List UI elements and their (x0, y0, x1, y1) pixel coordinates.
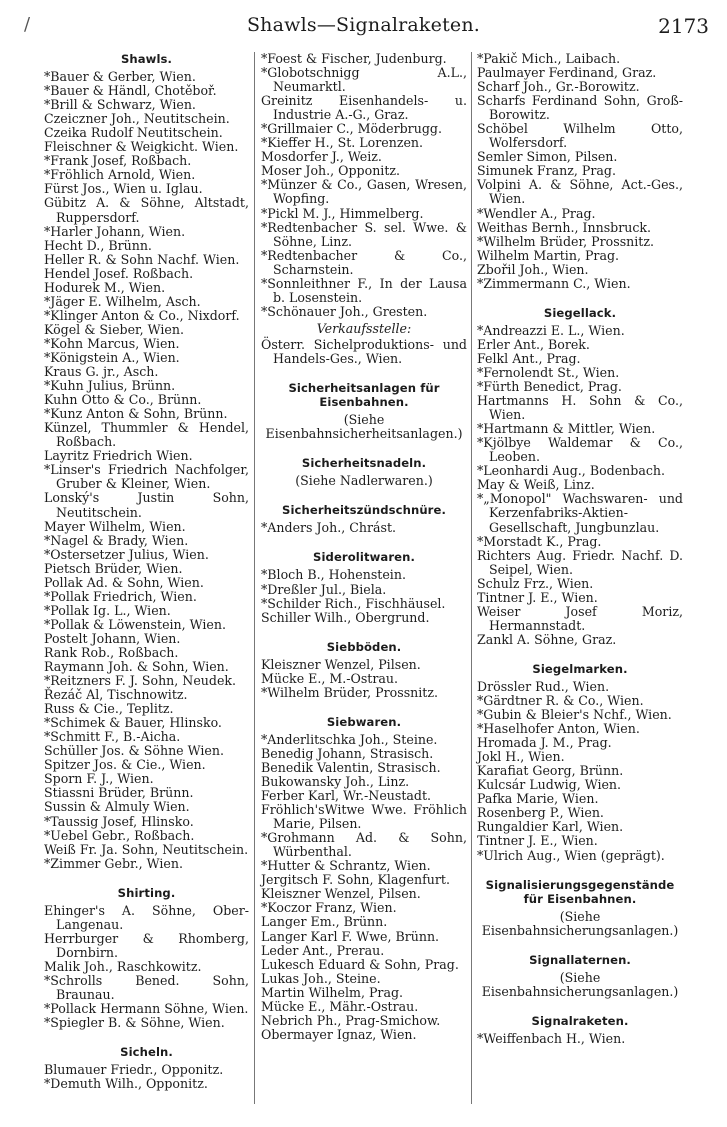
directory-entry: *Kuhn Julius, Brünn. (44, 378, 176, 394)
directory-entry: *Sonnleithner F., In der Lausa b. Losenstein. (261, 275, 467, 305)
directory-entry: *Kohn Marcus, Wien. (44, 335, 180, 351)
directory-entry: Zbořil Joh., Wien. (477, 261, 589, 277)
section-heading: Signallaternen. (529, 952, 631, 967)
directory-entry: Kleiszner Wenzel, Pilsen. (261, 656, 421, 672)
directory-entry: Mücke E., M.-Ostrau. (261, 670, 398, 686)
directory-entry: Stiassni Brüder, Brünn. (44, 785, 194, 801)
directory-entry: Jokl H., Wien. (477, 749, 565, 765)
directory-entry: Rosenberg P., Wien. (477, 805, 604, 821)
directory-entry: Österr. Sichelproduktions- und Handels-Ges., Wien. (261, 336, 467, 366)
directory-entry: *Kjölbye Waldemar & Co., Leoben. (477, 435, 683, 465)
directory-entry: Schulz Frz., Wien. (477, 575, 594, 591)
directory-entry: *Gärdtner R. & Co., Wien. (477, 693, 644, 709)
directory-entry: *Münzer & Co., Gasen, Wresen, Wopfing. (261, 177, 467, 207)
directory-entry: *Bauer & Händl, Chotěboř. (44, 83, 217, 99)
page-header (0, 14, 727, 40)
directory-entry: *Schimek & Bauer, Hlinsko. (44, 715, 222, 731)
directory-entry: *Koczor Franz, Wien. (261, 900, 397, 916)
directory-entry: Ferber Karl, Wr.-Neustadt. (261, 788, 432, 804)
directory-entry: *Spiegler B. & Söhne, Wien. (44, 1015, 225, 1031)
directory-entry: Hodurek M., Wien. (44, 279, 166, 295)
cross-reference: (Siehe Nadlerwaren.) (295, 473, 433, 489)
directory-entry: *Zimmer Gebr., Wien. (44, 855, 183, 871)
directory-entry: *Schilder Rich., Fischhäusel. (261, 595, 446, 611)
directory-entry: Jergitsch F. Sohn, Klagenfurt. (261, 872, 450, 888)
directory-entry: Fleischner & Weigkicht. Wien. (44, 139, 239, 155)
directory-entry: Fürst Jos., Wien u. Iglau. (44, 181, 203, 197)
section-heading: Siebwaren. (326, 714, 402, 729)
directory-entry: *Frank Josef, Roßbach. (44, 153, 192, 169)
directory-entry: *Nagel & Brady, Wien. (44, 532, 189, 548)
directory-entry: Mayer Wilhelm, Wien. (44, 518, 186, 534)
directory-entry: Volpini A. & Söhne, Act.-Ges., Wien. (477, 177, 683, 207)
directory-entry: Kulcsár Ludwig, Wien. (477, 777, 622, 793)
directory-entry: Erler Ant., Borek. (477, 336, 590, 352)
directory-entry: *Bloch B., Hohenstein. (261, 567, 406, 583)
directory-entry: Layritz Friedrich Wien. (44, 448, 193, 464)
directory-entry: *Brill & Schwarz, Wien. (44, 97, 196, 113)
directory-entry: Rank Rob., Roßbach. (44, 644, 179, 660)
directory-entry: Langer Em., Brünn. (261, 914, 388, 930)
margin-mark: / (24, 14, 31, 35)
directory-entry: *Pollak Ig. L., Wien. (44, 602, 171, 618)
directory-entry: Mücke E., Mähr.-Ostrau. (261, 998, 419, 1014)
directory-entry: *Grohmann Ad. & Sohn, Würbenthal. (261, 830, 467, 860)
directory-entry: Rungaldier Karl, Wien. (477, 819, 624, 835)
section-heading: Signalisierungsgegenstände für Eisenbahnen. (485, 877, 675, 906)
directory-entry: *Fürth Benedict, Prag. (477, 379, 622, 395)
directory-entry: Czeiczner Joh., Neutitschein. (44, 111, 230, 127)
section-heading: Sicherheitsnadeln. (301, 456, 427, 471)
directory-entry: Langer Karl F. Wwe, Brünn. (261, 928, 440, 944)
directory-entry: Bukowansky Joh., Linz. (261, 774, 410, 790)
directory-entry: *Fernolendt St., Wien. (477, 364, 620, 380)
directory-entry: Obermayer Ignaz, Wien. (261, 1026, 417, 1042)
directory-entry: Pafka Marie, Wien. (477, 791, 599, 807)
directory-entry: *Schönauer Joh., Gresten. (261, 303, 428, 319)
subheading: Verkaufsstelle: (316, 320, 412, 336)
directory-entry: Postelt Johann, Wien. (44, 630, 181, 646)
directory-entry: *Dreßler Jul., Biela. (261, 581, 387, 597)
directory-entry: *Harler Johann, Wien. (44, 223, 186, 239)
directory-entry: Benedik Valentin, Strasisch. (261, 759, 441, 775)
directory-entry: *Gubin & Bleier's Nchf., Wien. (477, 707, 672, 723)
directory-entry: Hromada J. M., Prag. (477, 735, 612, 751)
cross-reference: (Siehe Eisenbahnsicherungsanlagen.) (481, 908, 679, 938)
directory-entry: *Linser's Friedrich Nachfolger, Gruber & Kleiner, Wien. (44, 462, 249, 492)
section-heading: Siegellack. (543, 305, 617, 320)
directory-entry: Weiß Fr. Ja. Sohn, Neutitschein. (44, 841, 249, 857)
directory-entry: *Pollak Friedrich, Wien. (44, 588, 197, 604)
directory-entry: Schüller Jos. & Söhne Wien. (44, 743, 224, 759)
directory-entry: *Kunz Anton & Sohn, Brünn. (44, 406, 228, 422)
section-heading: Sicherheitsanlagen für Eisenbahnen. (288, 381, 440, 410)
section-heading: Sicheln. (120, 1045, 173, 1060)
section-heading: Sicherheitszündschnüre. (282, 503, 446, 518)
directory-entry: *Hutter & Schrantz, Wien. (261, 858, 431, 874)
directory-entry: *Ostersetzer Julius, Wien. (44, 546, 209, 562)
directory-entry: *Königstein A., Wien. (44, 349, 180, 365)
directory-entry: Wilhelm Martin, Prag. (477, 247, 620, 263)
directory-entry: Kögel & Sieber, Wien. (44, 321, 184, 337)
directory-entry: *Pollack Hermann Söhne, Wien. (44, 1001, 249, 1017)
directory-entry: *Weiffenbach H., Wien. (477, 1030, 626, 1046)
directory-entry: Semler Simon, Pilsen. (477, 149, 618, 165)
directory-entry: Lonský's Justin Sohn, Neutitschein. (44, 490, 249, 520)
directory-entry: Drössler Rud., Wien. (477, 678, 610, 694)
column-divider (471, 52, 472, 1104)
directory-entry: Czeika Rudolf Neutitschein. (44, 125, 223, 141)
page-number: 2173 (658, 14, 709, 38)
directory-entry: *Leonhardi Aug., Bodenbach. (477, 463, 666, 479)
directory-entry: *Wendler A., Prag. (477, 205, 596, 221)
section-heading: Siegelmarken. (532, 661, 628, 676)
directory-entry: Heller R. & Sohn Nachf. Wien. (44, 251, 240, 267)
directory-entry: Pollak Ad. & Sohn, Wien. (44, 574, 204, 590)
directory-entry: Scharfs Ferdinand Sohn, Groß-Borowitz. (477, 93, 683, 123)
directory-entry: Künzel, Thummler & Hendel, Roßbach. (44, 420, 249, 450)
directory-entry: Karafiat Georg, Brünn. (477, 763, 624, 779)
directory-entry: Lukas Joh., Steine. (261, 970, 381, 986)
directory-entry: *Jäger E. Wilhelm, Asch. (44, 293, 201, 309)
directory-entry: *Andreazzi E. L., Wien. (477, 322, 625, 338)
directory-entry: *Redtenbacher S. sel. Wwe. & Söhne, Linz. (261, 219, 467, 249)
directory-entry: Pietsch Brüder, Wien. (44, 560, 183, 576)
directory-entry: *Reitzners F. J. Sohn, Neudek. (44, 673, 237, 689)
directory-entry: *Demuth Wilh., Opponitz. (44, 1076, 208, 1092)
directory-entry: Tintner J. E., Wien. (477, 833, 598, 849)
directory-entry: *Ulrich Aug., Wien (geprägt). (477, 847, 665, 863)
directory-entry: Blumauer Friedr., Opponitz. (44, 1062, 224, 1078)
directory-entry: *Bauer & Gerber, Wien. (44, 69, 196, 85)
directory-entry: *Anders Joh., Chrást. (261, 520, 397, 536)
column-1 (44, 52, 249, 1091)
directory-entry: Tintner J. E., Wien. (477, 589, 598, 605)
directory-entry: Kuhn Otto & Co., Brünn. (44, 392, 202, 408)
directory-entry: *Pickl M. J., Himmelberg. (261, 205, 424, 221)
directory-entry: *Klinger Anton & Co., Nixdorf. (44, 307, 240, 323)
directory-entry: *Pakič Mich., Laibach. (477, 51, 621, 66)
directory-entry: Benedig Johann, Strasisch. (261, 745, 434, 761)
directory-entry: Ehinger's A. Söhne, Ober-Langenau. (44, 902, 249, 932)
directory-entry: Kraus G. jr., Asch. (44, 364, 159, 380)
directory-entry: Moser Joh., Opponitz. (261, 163, 401, 179)
directory-entry: Russ & Cie., Teplitz. (44, 701, 174, 717)
directory-entry: Hecht D., Brünn. (44, 237, 152, 253)
directory-entry: *Wilhelm Brüder, Prossnitz. (477, 233, 654, 249)
directory-entry: Gübitz A. & Söhne, Altstadt, Ruppersdorf. (44, 195, 249, 225)
directory-entry: Greinitz Eisenhandels- u. Industrie A.-G., Graz. (261, 93, 467, 123)
section-heading: Siderolitwaren. (313, 550, 415, 565)
directory-entry: Paulmayer Ferdinand, Graz. (477, 65, 657, 81)
directory-entry: Herrburger & Rhomberg, Dornbirn. (44, 930, 249, 960)
section-heading: Siebböden. (326, 639, 402, 654)
directory-entry: Fröhlich'sWitwe Wwe. Fröhlich Marie, Pilsen. (261, 802, 467, 832)
directory-entry: May & Weiß, Linz. (477, 477, 595, 493)
directory-entry: *Schmitt F., B.-Aicha. (44, 729, 181, 745)
directory-entry: Hendel Josef. Roßbach. (44, 265, 194, 281)
cross-reference: (Siehe Eisenbahnsicherungsanlagen.) (481, 969, 679, 999)
directory-entry: Felkl Ant., Prag. (477, 350, 581, 366)
directory-entry: Sussin & Almuly Wien. (44, 799, 190, 815)
directory-entry: *Fröhlich Arnold, Wien. (44, 167, 196, 183)
directory-entry: Malik Joh., Raschkowitz. (44, 958, 202, 974)
section-heading: Shirting. (117, 885, 176, 900)
directory-entry: *Pollak & Löwenstein, Wien. (44, 616, 226, 632)
directory-entry: *Foest & Fischer, Judenburg. (261, 51, 447, 66)
directory-entry: *Haselhofer Anton, Wien. (477, 721, 640, 737)
directory-entry: Mosdorfer J., Weiz. (261, 149, 382, 165)
directory-entry: *Wilhelm Brüder, Prossnitz. (261, 684, 438, 700)
page-title: Shawls—Signalraketen. (246, 14, 481, 36)
directory-entry: Spitzer Jos. & Cie., Wien. (44, 757, 206, 773)
directory-entry: Leder Ant., Prerau. (261, 942, 385, 958)
directory-entry: Schöbel Wilhelm Otto, Wolfersdorf. (477, 121, 683, 151)
column-2 (261, 52, 467, 1042)
directory-entry: *Schrolls Bened. Sohn, Braunau. (44, 973, 249, 1003)
directory-entry: *Anderlitschka Joh., Steine. (261, 731, 438, 747)
directory-entry: Zankl A. Söhne, Graz. (477, 631, 617, 647)
directory-entry: *Kieffer H., St. Lorenzen. (261, 135, 424, 151)
directory-entry: *Uebel Gebr., Roßbach. (44, 827, 195, 843)
directory-entry: *Zimmermann C., Wien. (477, 275, 631, 291)
directory-entry: Simunek Franz, Prag. (477, 163, 616, 179)
directory-entry: Martin Wilhelm, Prag. (261, 984, 404, 1000)
column-divider (254, 52, 255, 1104)
directory-entry: *Grillmaier C., Möderbrugg. (261, 121, 442, 137)
directory-entry: Weiser Josef Moriz, Hermannstadt. (477, 603, 683, 633)
directory-entry: Kleiszner Wenzel, Pilsen. (261, 886, 421, 902)
section-heading: Shawls. (120, 52, 173, 66)
directory-entry: *„Monopol" Wachswaren- und Kerzenfabriks-Aktien-Gesellschaft, Jungbunzlau. (477, 491, 683, 535)
directory-entry: Schiller Wilh., Obergrund. (261, 609, 430, 625)
column-3 (477, 52, 683, 1046)
directory-entry: *Redtenbacher & Co., Scharnstein. (261, 247, 467, 277)
directory-entry: Hartmanns H. Sohn & Co., Wien. (477, 393, 683, 423)
directory-entry: *Taussig Josef, Hlinsko. (44, 813, 194, 829)
directory-entry: *Morstadt K., Prag. (477, 533, 602, 549)
directory-entry: Sporn F. J., Wien. (44, 771, 154, 787)
directory-entry: *Hartmann & Mittler, Wien. (477, 421, 656, 437)
directory-entry: *Globotschnigg A.L., Neumarktl. (261, 65, 467, 95)
directory-entry: Weithas Bernh., Innsbruck. (477, 219, 652, 235)
directory-entry: Richters Aug. Friedr. Nachf. D. Seipel, Wien. (477, 547, 683, 577)
section-heading: Signalraketen. (531, 1013, 629, 1028)
directory-entry: Nebrich Ph., Prag-Smichow. (261, 1012, 441, 1028)
directory-entry: Scharf Joh., Gr.-Borowitz. (477, 79, 640, 95)
directory-entry: Raymann Joh. & Sohn, Wien. (44, 659, 229, 675)
directory-entry: Řezáč Al, Tischnowitz. (44, 687, 188, 703)
directory-entry: Lukesch Eduard & Sohn, Prag. (261, 956, 459, 972)
cross-reference: (Siehe Eisenbahnsicherheitsanlagen.) (265, 412, 463, 442)
